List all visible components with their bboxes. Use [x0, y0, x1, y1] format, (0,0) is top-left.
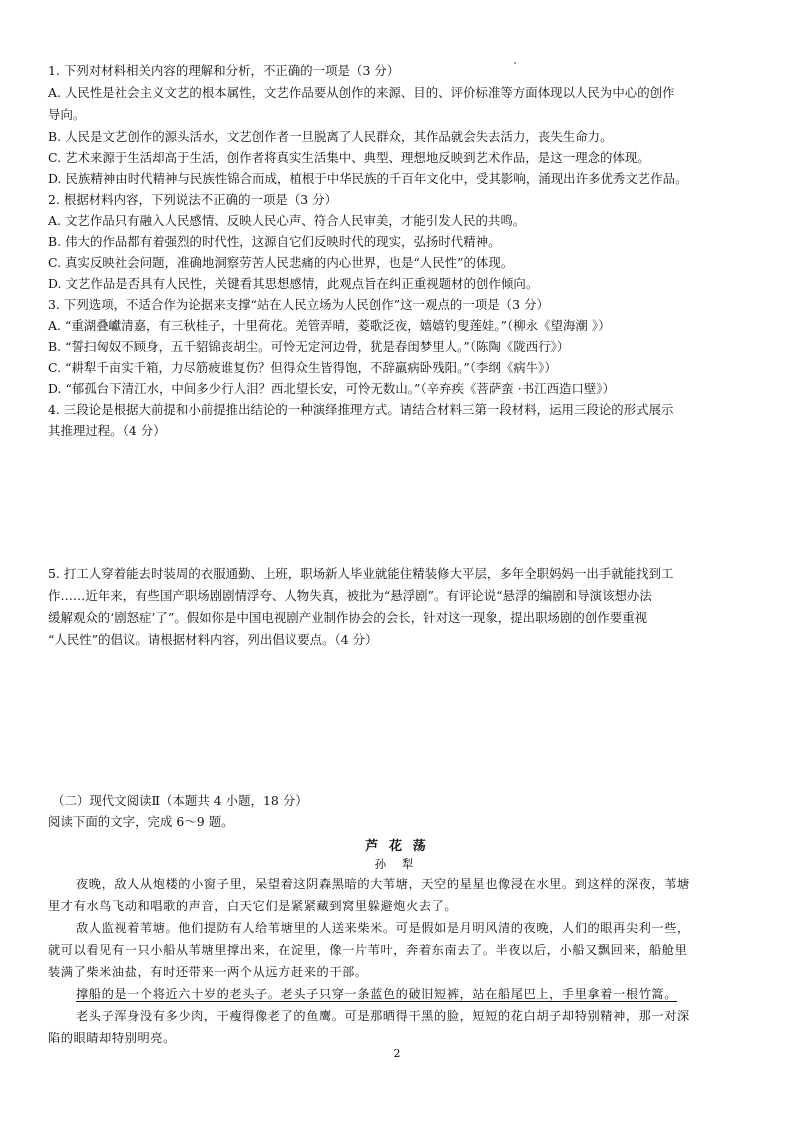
story-paragraph-1-cont: 里才有水鸟飞动和唱歌的声音，白天它们是紧紧藏到窝里躲避炮火去了。 — [48, 899, 458, 913]
q5-stem-line3: 缓解观众的‘剧怒症’了”。假如你是中国电视剧产业制作协会的会长，针对这一现象，提出职场剧的创作要重视 — [48, 610, 648, 625]
q1-option-c: C. 艺术来源于生活却高于生活，创作者将真实生活集中、典型、理想地反映到艺术作品，是这一理念的体现。 — [48, 150, 650, 165]
q3-stem: 3. 下列选项，不适合作为论据来支撑“站在人民立场为人民创作”这一观点的一项是（3 分） — [48, 297, 549, 312]
q3-option-b: B. “誓扫匈奴不顾身，五千貂锦丧胡尘。可怜无定河边骨，犹是春闺梦里人。”（陈陶《陇西行》） — [48, 339, 570, 354]
story-paragraph-2-cont: 就可以看见有一只小船从苇塘里撑出来，在淀里，像一片苇叶，奔着东南去了。半夜以后，小船又飘回来，船舱里 — [48, 943, 688, 957]
story-paragraph-1: 夜晚，敌人从炮楼的小窗子里，呆望着这阴森黑暗的大苇塘，天空的星星也像浸在水里。到这样的深夜，苇塘 — [76, 877, 690, 891]
q2-option-b: B. 伟大的作品都有着强烈的时代性，这源自它们反映时代的现实，弘扬时代精神。 — [48, 234, 501, 249]
q1-option-b: B. 人民是文艺创作的源头活水，文艺创作者一旦脱离了人民群众，其作品就会失去活力，丧失生命力。 — [48, 129, 613, 144]
page-number: 2 — [393, 1047, 401, 1060]
q3-option-d: D. “郁孤台下清江水，中间多少行人泪？西北望长安，可怜无数山。”（辛弃疾《菩萨蛮 ·书江西造口壁》） — [48, 381, 616, 396]
q5-stem-line2: 作……近年来，有些国产职场剧剧情浮夸、人物失真，被批为“悬浮剧”。有评论说“悬浮的编剧和导演该想办法 — [48, 588, 652, 603]
story-paragraph-2: 敌人监视着苇塘。他们提防有人给苇塘里的人送来柴米。可是假如是月明风清的夜晚，人们的眼再尖利一些， — [76, 921, 690, 935]
q1-option-a-cont: 导向。 — [48, 107, 86, 122]
story-title: 芦 花 荡 — [365, 839, 429, 854]
story-author: 孙 犁 — [374, 857, 420, 871]
q2-option-d: D. 文艺作品是否具有人民性，关键看其思想感情，此观点旨在纠正重视题材的创作倾向。 — [48, 276, 539, 291]
q1-option-d: D. 民族精神由时代精神与民族性锦合而成，植根于中华民族的千百年文化中，受其影响，涌现出许多优秀文艺作品。 — [48, 171, 688, 186]
q5-stem-line4: “人民性”的倡议。请根据材料内容，列出倡议要点。（4 分） — [48, 632, 378, 647]
q3-option-a: A. “重湖叠巘清嘉，有三秋桂子，十里荷花。羌管弄晴，菱歌泛夜，嬉嬉钓叟莲娃。”（柳永《望海潮 》） — [48, 318, 611, 333]
section2-heading: （二）现代文阅读Ⅱ（本题共 4 小题，18 分） — [52, 793, 308, 808]
q1-stem: 1. 下列对材料相关内容的理解和分析，不正确的一项是（3 分） — [48, 63, 400, 78]
story-paragraph-4-cont: 陷的眼睛却特别明亮。 — [48, 1031, 176, 1045]
q5-stem: 5. 打工人穿着能去时装周的衣服通勤、上班，职场新人毕业就能住精装修大平层，多年全职妈妈一出手就能找到工 — [48, 566, 674, 581]
q2-stem: 2. 根据材料内容，下列说法不正确的一项是（3 分） — [48, 192, 338, 207]
story-paragraph-3-underlined: 撑船的是一个将近六十岁的老头子。老头子只穿一条蓝色的破旧短裤，站在船尾巴上，手里拿着一根竹篙。 — [76, 987, 678, 1001]
q3-option-c: C. “耕犁千亩实千箱，力尽筋疲谁复伤？但得众生皆得饱，不辞羸病卧残阳。”（李纲《病牛》） — [48, 360, 557, 375]
q4-stem-cont: 其推理过程。（4 分） — [48, 423, 166, 438]
story-paragraph-2-end: 装满了柴米油盐，有时还带来一两个从远方赶来的干部。 — [48, 965, 368, 979]
story-paragraph-4: 老头子浑身没有多少肉，干瘦得像老了的鱼鹰。可是那晒得干黑的脸，短短的花白胡子却特别精神，那一对深 — [76, 1009, 690, 1023]
section2-instruction: 阅读下面的文字，完成 6～9 题。 — [48, 814, 234, 829]
q2-option-a: A. 文艺作品只有融入人民感情、反映人民心声、符合人民审美，才能引发人民的共鸣。 — [48, 213, 526, 228]
q4-stem: 4. 三段论是根据大前提和小前提推出结论的一种演绎推理方式。请结合材料三第一段材料，运用三段论的形式展示 — [48, 402, 674, 417]
q2-option-c: C. 真实反映社会问题，准确地洞察劳苦人民悲痛的内心世界，也是“人民性”的体现。 — [48, 255, 514, 270]
q1-option-a: A. 人民性是社会主义文艺的根本属性，文艺作品要从创作的来源、目的、评价标准等方面体现以人民为中心的创作 — [48, 85, 675, 100]
